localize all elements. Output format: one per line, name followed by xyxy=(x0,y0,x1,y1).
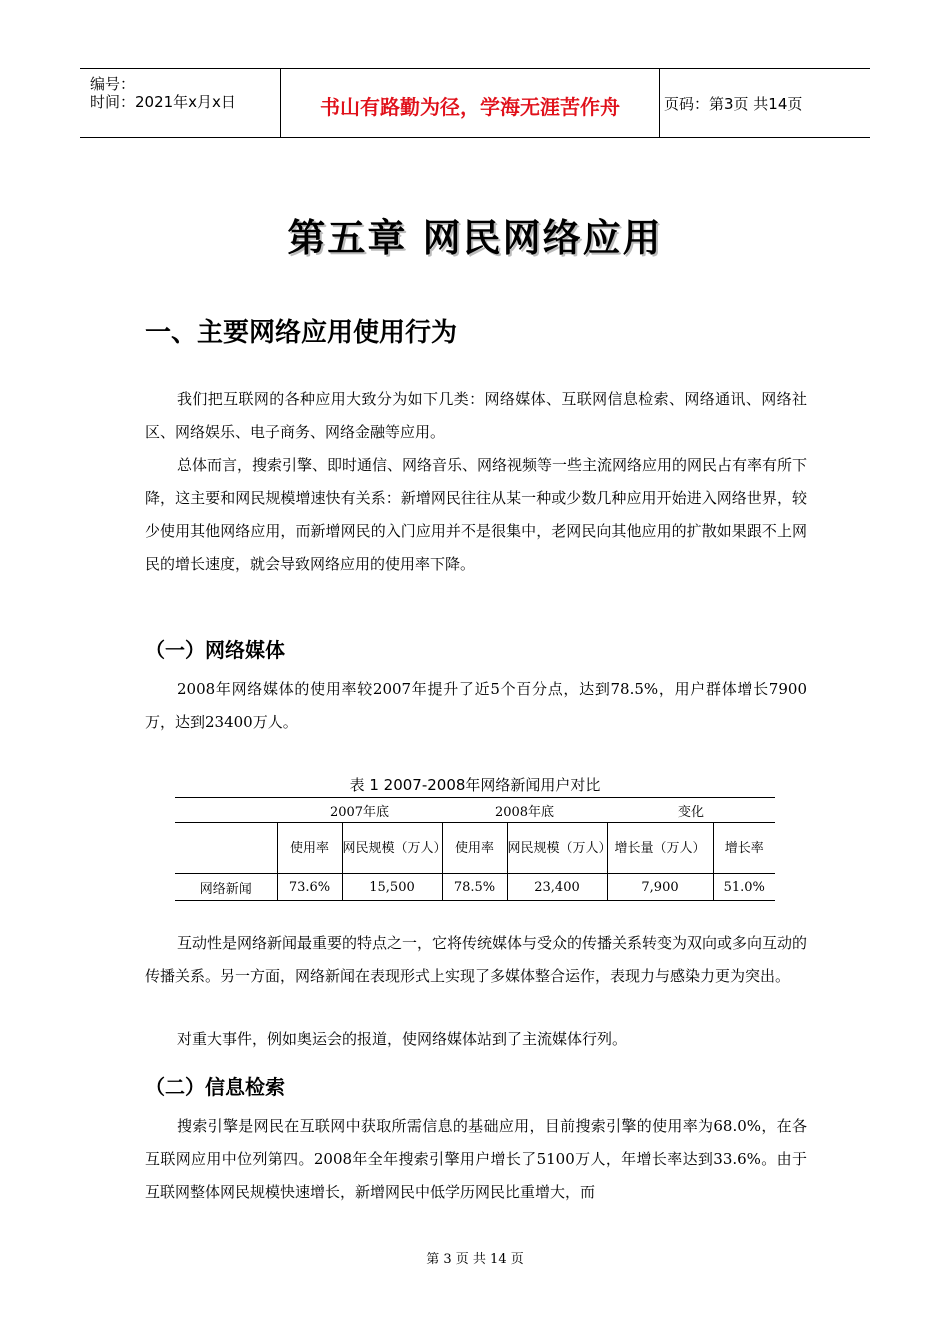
table-cell: 51.0% xyxy=(713,874,775,901)
table-group-header: 2008年底 xyxy=(442,798,607,823)
table-cell: 15,500 xyxy=(342,874,442,901)
paragraph: 我们把互联网的各种应用大致分为如下几类：网络媒体、互联网信息检索、网络通讯、网络社区、网络娱乐、电子商务、网络金融等应用。 xyxy=(145,390,807,441)
page-header xyxy=(80,68,870,138)
table-header-row xyxy=(175,823,775,874)
header-motto-cell xyxy=(280,69,660,137)
section-heading: 一、主要网络应用使用行为 xyxy=(145,318,458,348)
serial-label: 编号： xyxy=(90,75,136,93)
table-corner-cell xyxy=(175,798,277,823)
table-corner-cell xyxy=(175,823,277,874)
table-column-header: 网民规模（万人） xyxy=(342,823,442,874)
paragraph: 对重大事件，例如奥运会的报道，使网络媒体站到了主流媒体行列。 xyxy=(177,1030,628,1048)
table-title: 表 1 2007-2008年网络新闻用户对比 xyxy=(349,776,601,794)
subsection-heading: （二）信息检索 xyxy=(145,1075,285,1099)
subsection-heading: （一）网络媒体 xyxy=(145,638,285,662)
page-number-label: 页码：第3页 共14页 xyxy=(664,95,803,113)
paragraph: 搜索引擎是网民在互联网中获取所需信息的基础应用，目前搜索引擎的使用率为68.0%，在各互联网应用中位列第四。2008年全年搜索引擎用户增长了5100万人，年增长率达到33.6%。由于互联网整体网民规模快速增长，新增网民中低学历网民比重增大，而 xyxy=(145,1117,807,1201)
table-row xyxy=(175,874,775,901)
time-label: 时间：2021年x月x日 xyxy=(90,93,236,111)
table-group-header: 2007年底 xyxy=(277,798,442,823)
data-table xyxy=(175,797,775,901)
table-group-header: 变化 xyxy=(607,798,775,823)
motto: 书山有路勤为径，学海无涯苦作舟 xyxy=(320,95,620,119)
table-cell: 23,400 xyxy=(507,874,607,901)
header-info-cell xyxy=(80,69,280,137)
table-column-header: 使用率 xyxy=(277,823,342,874)
table-column-header: 网民规模（万人） xyxy=(507,823,607,874)
paragraph: 2008年网络媒体的使用率较2007年提升了近5个百分点，达到78.5%，用户群体增长7900万，达到23400万人。 xyxy=(145,680,807,731)
page-footer: 第 3 页 共 14 页 xyxy=(426,1252,524,1267)
table-column-header: 增长量（万人） xyxy=(607,823,713,874)
table-row-label: 网络新闻 xyxy=(175,874,277,901)
table-group-header-row xyxy=(175,798,775,823)
paragraph: 总体而言，搜索引擎、即时通信、网络音乐、网络视频等一些主流网络应用的网民占有率有所下降，这主要和网民规模增速快有关系：新增网民往往从某一种或少数几种应用开始进入网络世界，较少使用其他网络应用，而新增网民的入门应用并不是很集中，老网民向其他应用的扩散如果跟不上网民的增长速度，就会导致网络应用的使用率下降。 xyxy=(145,456,808,573)
paragraph: 互动性是网络新闻最重要的特点之一，它将传统媒体与受众的传播关系转变为双向或多向互动的传播关系。另一方面，网络新闻在表现形式上实现了多媒体整合运作，表现力与感染力更为突出。 xyxy=(145,934,808,985)
table-cell: 78.5% xyxy=(442,874,507,901)
chapter-title: 第五章 网民网络应用 xyxy=(287,216,663,260)
table-cell: 7,900 xyxy=(607,874,713,901)
table-cell: 73.6% xyxy=(277,874,342,901)
table-column-header: 增长率 xyxy=(713,823,775,874)
header-page-cell xyxy=(659,69,870,137)
table-column-header: 使用率 xyxy=(442,823,507,874)
